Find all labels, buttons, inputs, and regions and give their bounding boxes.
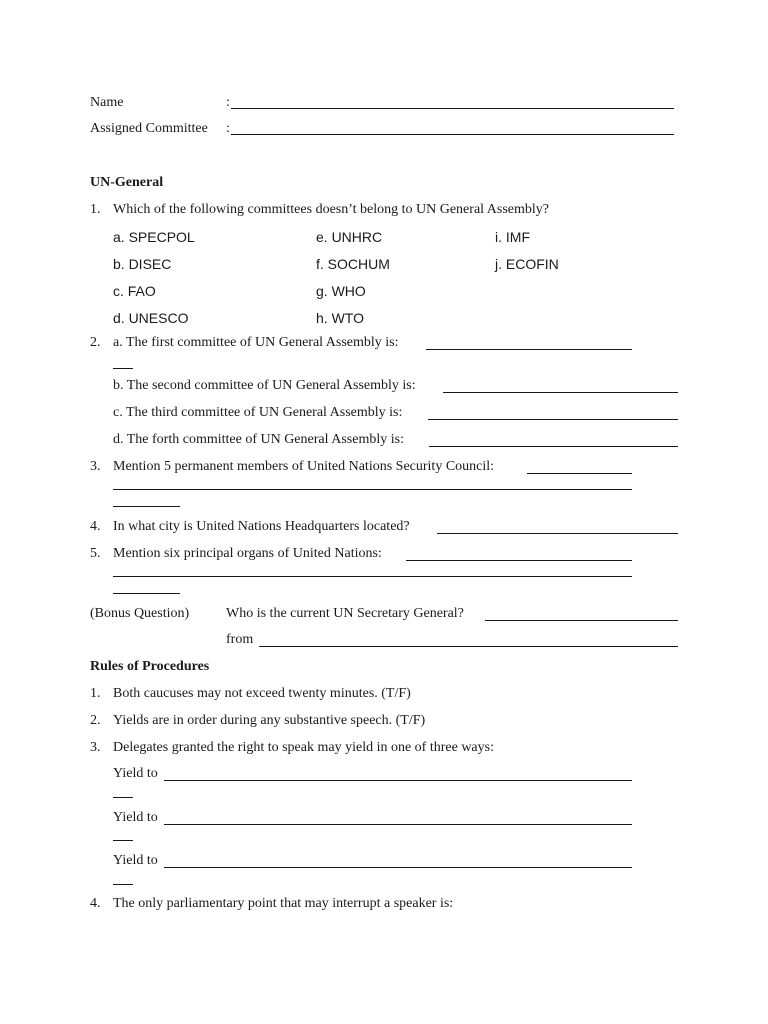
q1-option-e: e. UNHRC — [316, 229, 383, 245]
q1-number: 1. — [90, 202, 101, 217]
rules-heading: Rules of Procedures — [90, 659, 210, 674]
q5-text: Mention six principal organs of United Nations: — [113, 546, 382, 561]
q1-option-a: a. SPECPOL — [113, 229, 195, 245]
q3-answer-line-1[interactable] — [527, 473, 632, 474]
q1-text: Which of the following committees doesn’t belong to UN General Assembly? — [113, 202, 549, 217]
rules-q2-text: Yields are in order during any substantive speech. (T/F) — [113, 713, 426, 728]
bonus-from-label: from — [226, 632, 254, 647]
q1-option-h: h. WTO — [316, 310, 364, 326]
q3-answer-line-3[interactable] — [113, 506, 180, 507]
q5-answer-line-3[interactable] — [113, 593, 180, 594]
q1-option-f: f. SOCHUM — [316, 256, 390, 272]
q4-text: In what city is United Nations Headquarters located? — [113, 519, 410, 534]
name-colon: : — [226, 95, 230, 110]
q4-number: 4. — [90, 519, 101, 534]
rules-q1-text: Both caucuses may not exceed twenty minutes. (T/F) — [113, 686, 411, 701]
yield-label-2: Yield to — [113, 810, 158, 825]
q5-answer-line-1[interactable] — [406, 560, 632, 561]
q1-option-i: i. IMF — [495, 229, 530, 245]
q2d-text: d. The forth committee of UN General Assembly is: — [113, 432, 404, 447]
q2a-text: a. The first committee of UN General Assembly is: — [113, 335, 399, 350]
bonus-answer-line[interactable] — [485, 620, 678, 621]
q2a-answer-line[interactable] — [426, 349, 632, 350]
q1-option-g: g. WHO — [316, 283, 366, 299]
q1-option-j: j. ECOFIN — [495, 256, 559, 272]
bonus-label: (Bonus Question) — [90, 606, 190, 621]
q2c-answer-line[interactable] — [428, 419, 678, 420]
rules-q4-number: 4. — [90, 896, 101, 911]
q5-number: 5. — [90, 546, 101, 561]
q2d-answer-line[interactable] — [429, 446, 678, 447]
rules-q2-number: 2. — [90, 713, 101, 728]
name-label: Name — [90, 95, 124, 110]
yield-label-1: Yield to — [113, 766, 158, 781]
q2b-answer-line[interactable] — [443, 392, 678, 393]
yield-label-3: Yield to — [113, 853, 158, 868]
name-field[interactable] — [231, 108, 674, 109]
q1-option-d: d. UNESCO — [113, 310, 189, 326]
yield-answer-line-3-cont[interactable] — [113, 884, 133, 885]
q2a-answer-line-cont[interactable] — [113, 368, 133, 369]
q3-answer-line-2[interactable] — [113, 489, 632, 490]
yield-answer-line-1-cont[interactable] — [113, 797, 133, 798]
bonus-from-line[interactable] — [259, 646, 678, 647]
rules-q1-number: 1. — [90, 686, 101, 701]
rules-q4-text: The only parliamentary point that may interrupt a speaker is: — [113, 896, 454, 911]
yield-answer-line-2-cont[interactable] — [113, 840, 133, 841]
yield-answer-line-2[interactable] — [164, 824, 632, 825]
q1-option-b: b. DISEC — [113, 256, 172, 272]
q3-text: Mention 5 permanent members of United Nations Security Council: — [113, 459, 495, 474]
rules-q3-text: Delegates granted the right to speak may yield in one of three ways: — [113, 740, 494, 755]
q4-answer-line[interactable] — [437, 533, 678, 534]
q2-number: 2. — [90, 335, 101, 350]
un-general-heading: UN-General — [90, 175, 164, 190]
bonus-text: Who is the current UN Secretary General? — [226, 606, 464, 621]
q1-option-c: c. FAO — [113, 283, 156, 299]
q2b-text: b. The second committee of UN General Assembly is: — [113, 378, 416, 393]
yield-answer-line-3[interactable] — [164, 867, 632, 868]
committee-colon: : — [226, 121, 230, 136]
q5-answer-line-2[interactable] — [113, 576, 632, 577]
rules-q3-number: 3. — [90, 740, 101, 755]
yield-answer-line-1[interactable] — [164, 780, 632, 781]
committee-label: Assigned Committee — [90, 121, 208, 136]
q3-number: 3. — [90, 459, 101, 474]
committee-field[interactable] — [231, 134, 674, 135]
q2c-text: c. The third committee of UN General Assembly is: — [113, 405, 403, 420]
